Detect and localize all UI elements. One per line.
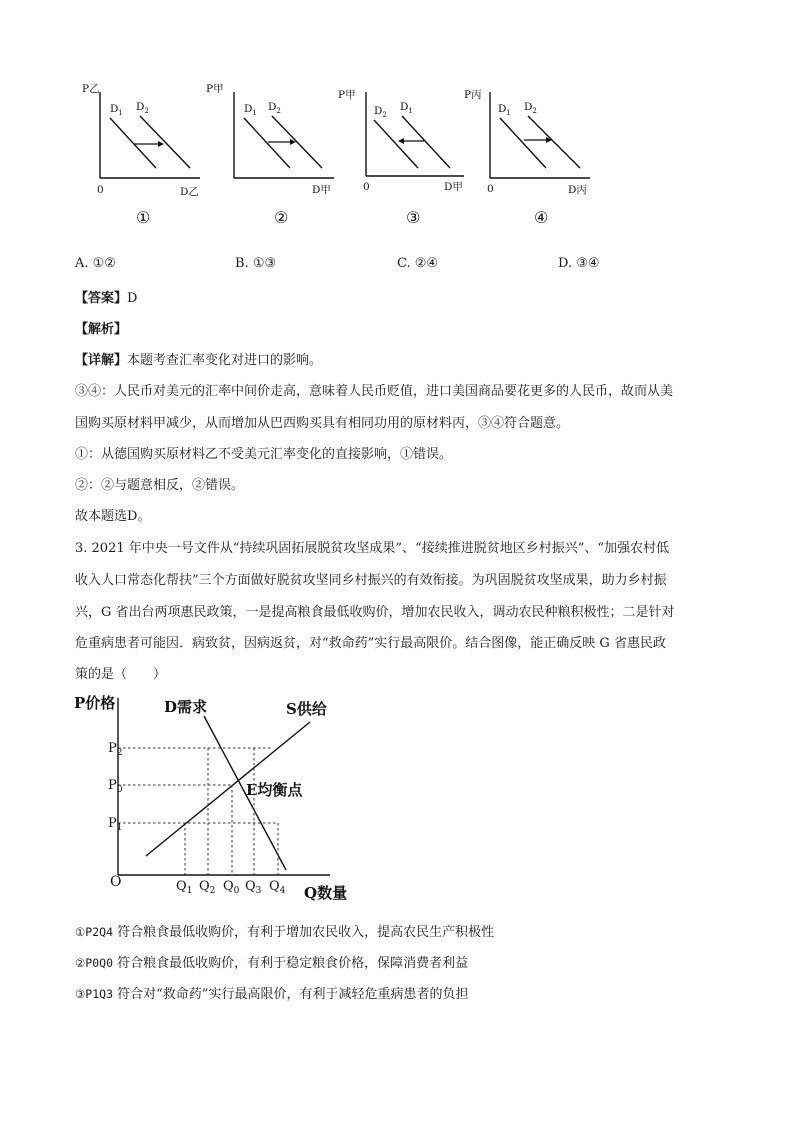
paragraph-4-answer: D。 (127, 509, 151, 524)
equilibrium-label: E均衡点 (246, 781, 303, 799)
curve-left-label: $D_1$ (110, 103, 123, 117)
detail-line (75, 349, 322, 368)
option-a: A. ①② (75, 256, 116, 271)
analysis-tag: 【解析】 (75, 322, 128, 337)
graph-2-svg (204, 80, 334, 230)
demand-curve-d1 (244, 118, 290, 168)
graph-3-number: ③ (406, 208, 421, 227)
quantity-axis-label: D甲 (312, 184, 331, 196)
p1-label: $P_1$ (108, 816, 123, 833)
option-b: B. ①③ (235, 256, 277, 271)
price-axis-label: P甲 (338, 89, 356, 101)
price-axis-label: P乙 (82, 83, 100, 95)
statement-2-code: ②P0Q0 (75, 956, 114, 970)
statement-1 (75, 921, 494, 940)
price-axis-label: P甲 (206, 83, 224, 95)
quantity-axis-label: Q数量 (304, 884, 348, 902)
statement-2-text: 符合粮食最低收购价，有利于稳定粮食价格，保障消费者利益 (117, 956, 469, 971)
statement-3-code: ③P1Q3 (75, 987, 114, 1001)
supply-demand-svg (70, 690, 370, 910)
curve-right-label: $D_1$ (400, 101, 413, 115)
paragraph-4-text: 故本题选 (75, 509, 128, 524)
curve-left-label: $D_1$ (498, 103, 511, 117)
paragraph-4 (75, 505, 150, 524)
p2-label: $P_2$ (108, 741, 123, 758)
graph-4-number: ④ (534, 208, 549, 227)
demand-curve-d1 (402, 116, 450, 168)
arrow-head-left (398, 138, 404, 144)
statement-1-text: 符合粮食最低收购价，有利于增加农民收入，提高农民生产积极性 (117, 925, 495, 940)
curve-right-label: $D_2$ (268, 101, 281, 115)
quantity-axis-label: D丙 (568, 184, 587, 196)
question-3-line-1: 3. 2021 年中央一号文件从“持续巩固拓展脱贫攻坚成果”、“接续推进脱贫地区乡村振兴”、“加强农村低 (75, 541, 669, 556)
q2-label: $Q_2$ (199, 879, 216, 896)
quantity-axis-label: D乙 (180, 186, 199, 198)
option-d: D. ③④ (558, 256, 600, 271)
paragraph-1-line-2: 国购买原材料甲减少，从而增加从巴西购买具有相同功用的原材料丙，③④符合题意。 (75, 416, 570, 431)
q3-label: $Q_3$ (245, 879, 262, 896)
detail-tag: 【详解】 (75, 353, 128, 368)
supply-demand-chart (70, 690, 370, 910)
answer-tag: 【答案】 (75, 291, 128, 306)
demand-curve-d2 (140, 116, 190, 168)
question-3-line-5: 策的是（ ） (75, 667, 167, 682)
answer-value: D (127, 291, 138, 306)
q0-label: $Q_0$ (223, 879, 240, 896)
quantity-axis-label: D甲 (444, 181, 463, 193)
curve-left-label: $D_2$ (374, 105, 387, 119)
graph-4 (462, 80, 602, 230)
graph-2-number: ② (274, 208, 289, 227)
origin-label: O (110, 874, 122, 890)
graph-4-svg (462, 80, 602, 230)
question-3-line-2: 收入人口常态化帮扶”三个方面做好脱贫攻坚同乡村振兴的有效衔接。为巩固脱贫攻坚成果，助力乡村振 (75, 573, 667, 588)
statement-3-text: 符合对“救命药”实行最高限价，有利于减轻危重病患者的负担 (117, 987, 469, 1002)
demand-curve-d2 (528, 116, 580, 168)
curve-left-label: $D_1$ (244, 103, 257, 117)
supply-label: S供给 (286, 700, 327, 718)
statement-3 (75, 983, 468, 1002)
answer-line (75, 287, 137, 306)
origin-label: 0 (363, 181, 370, 193)
option-c: C. ②④ (397, 256, 439, 271)
question-3-line-4: 危重病患者可能因．病致贫，因病返贫，对“救命药”实行最高限价。结合图像，能正确反映 G 省惠民政 (75, 636, 666, 651)
origin-label: 0 (97, 184, 104, 196)
origin-label: 0 (487, 183, 494, 195)
arrow-head-right (158, 141, 164, 147)
price-axis-label: P价格 (74, 694, 116, 712)
price-axis-label: P丙 (464, 89, 482, 101)
graph-2 (204, 80, 334, 230)
statement-2 (75, 952, 468, 971)
p0-label: $P_0$ (108, 778, 123, 795)
detail-text: 本题考查汇率变化对进口的影响。 (127, 353, 323, 368)
curve-right-label: $D_2$ (524, 101, 537, 115)
curve-right-label: $D_2$ (136, 101, 149, 115)
paragraph-1-line-1: ③④：人民币对美元的汇率中间价走高，意味着人民币贬值，进口美国商品要花更多的人民币，故而从美 (75, 384, 674, 399)
paragraph-3: ②：②与题意相反，②错误。 (75, 478, 245, 493)
question-3-line-3: 兴，G 省出台两项惠民政策，一是提高粮食最低收购价，增加农民收入，调动农民种粮积极性；二是针对 (75, 605, 675, 620)
demand-label: D需求 (164, 698, 208, 716)
statement-1-code: ①P2Q4 (75, 925, 114, 939)
q4-label: $Q_4$ (269, 879, 286, 896)
demand-curve-d1 (500, 118, 546, 168)
paragraph-2: ①：从德国购买原材料乙不受美元汇率变化的直接影响，①错误。 (75, 447, 453, 462)
q1-label: $Q_1$ (176, 879, 193, 896)
graph-1-number: ① (136, 208, 151, 227)
